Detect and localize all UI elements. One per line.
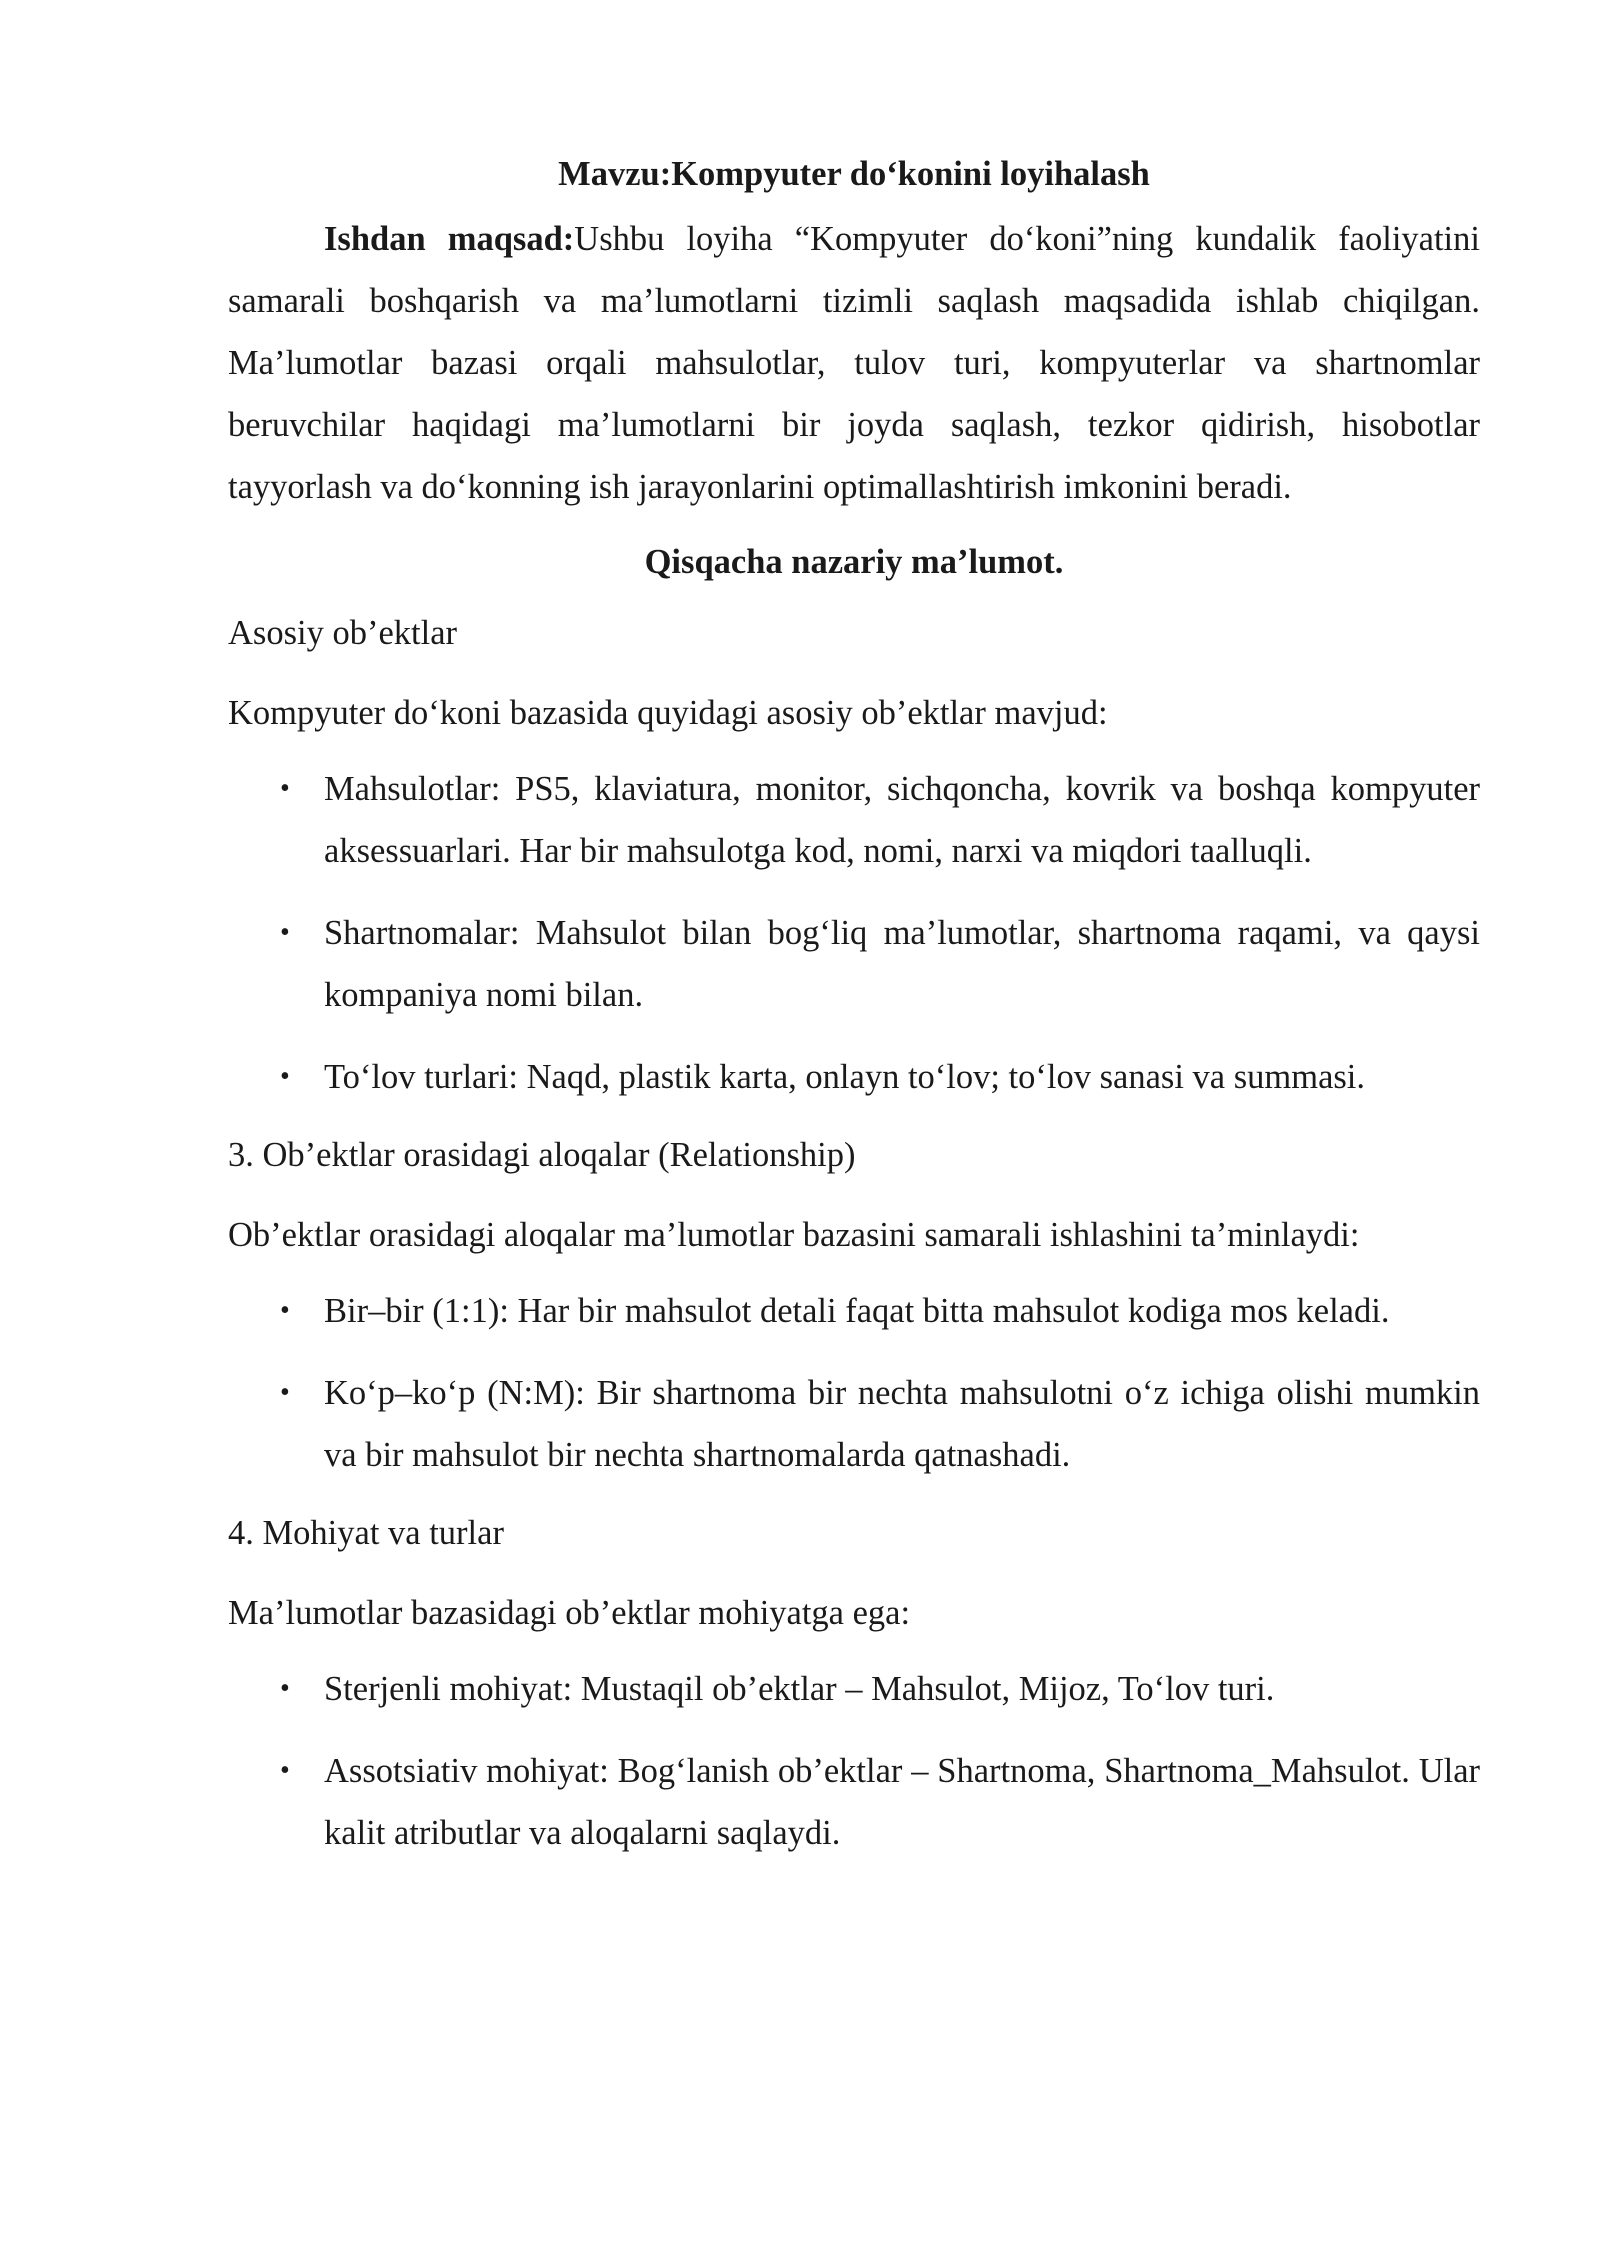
objects-intro: Kompyuter do‘koni bazasida quyidagi asosiy ob’ektlar mavjud: <box>228 694 1108 732</box>
bullet-icon: • <box>280 1673 290 1704</box>
purpose-label: Ishdan maqsad: <box>324 220 575 258</box>
list-item <box>228 902 1480 1026</box>
document-title: Mavzu:Kompyuter do‘konini loyihalash <box>558 155 1150 193</box>
entities-list <box>228 1658 1480 1864</box>
bullet-icon: • <box>280 773 290 804</box>
objects-heading: Asosiy ob’ektlar <box>228 614 458 652</box>
bullet-icon: • <box>280 1377 290 1408</box>
relations-heading: 3. Ob’ektlar orasidagi aloqalar (Relationship) <box>228 1136 856 1174</box>
relations-intro: Ob’ektlar orasidagi aloqalar ma’lumotlar bazasini samarali ishlashini ta’minlaydi: <box>228 1216 1360 1254</box>
objects-list <box>228 758 1480 1108</box>
purpose-paragraph <box>228 208 1480 518</box>
bullet-icon: • <box>280 1061 290 1092</box>
theory-title: Qisqacha nazariy ma’lumot. <box>644 543 1064 581</box>
list-item-text: Ko‘p–ko‘p (N:M): Bir shartnoma bir nechta mahsulotni o‘z ichiga olishi mumkin va bir mahsulot bir nechta shartnomalarda qatnashadi. <box>324 1374 1480 1474</box>
list-item <box>228 1740 1480 1864</box>
list-item-text: Sterjenli mohiyat: Mustaqil ob’ektlar – Mahsulot, Mijoz, To‘lov turi. <box>324 1670 1275 1708</box>
bullet-icon: • <box>280 1295 290 1326</box>
entities-heading: 4. Mohiyat va turlar <box>228 1514 504 1552</box>
list-item-text: Bir–bir (1:1): Har bir mahsulot detali faqat bitta mahsulot kodiga mos keladi. <box>324 1292 1390 1330</box>
list-item <box>228 1362 1480 1486</box>
list-item-text: To‘lov turlari: Naqd, plastik karta, onlayn to‘lov; to‘lov sanasi va summasi. <box>324 1058 1366 1096</box>
bullet-icon: • <box>280 1755 290 1786</box>
bullet-icon: • <box>280 917 290 948</box>
relations-list <box>228 1280 1480 1486</box>
list-item <box>228 1046 1480 1108</box>
list-item-text: Mahsulotlar: PS5, klaviatura, monitor, sichqoncha, kovrik va boshqa kompyuter aksessuarlari. Har bir mahsulotga kod, nomi, narxi va miqdori taalluqli. <box>324 770 1480 870</box>
document-page <box>228 140 1480 1884</box>
list-item <box>228 1280 1480 1342</box>
list-item <box>228 758 1480 882</box>
list-item-text: Shartnomalar: Mahsulot bilan bog‘liq ma’lumotlar, shartnoma raqami, va qaysi kompaniya nomi bilan. <box>324 914 1480 1014</box>
list-item <box>228 1658 1480 1720</box>
purpose-text: Ushbu loyiha “Kompyuter do‘koni”ning kundalik faoliyatini samarali boshqarish va ma’lumotlarni tizimli saqlash maqsadida ishlab chiqilgan. Ma’lumotlar bazasi orqali mahsulotlar, tulov turi, kompyuterlar va shartnomlar beruvchilar haqidagi ma’lumotlarni bir joyda saqlash, tezkor qidirish, hisobotlar tayyorlash va do‘konning ish jarayonlarini optimallashtirish imkonini beradi. <box>228 220 1480 506</box>
entities-intro: Ma’lumotlar bazasidagi ob’ektlar mohiyatga ega: <box>228 1594 911 1632</box>
list-item-text: Assotsiativ mohiyat: Bog‘lanish ob’ektlar – Shartnoma, Shartnoma_Mahsulot. Ular kalit atributlar va aloqalarni saqlaydi. <box>324 1752 1480 1852</box>
